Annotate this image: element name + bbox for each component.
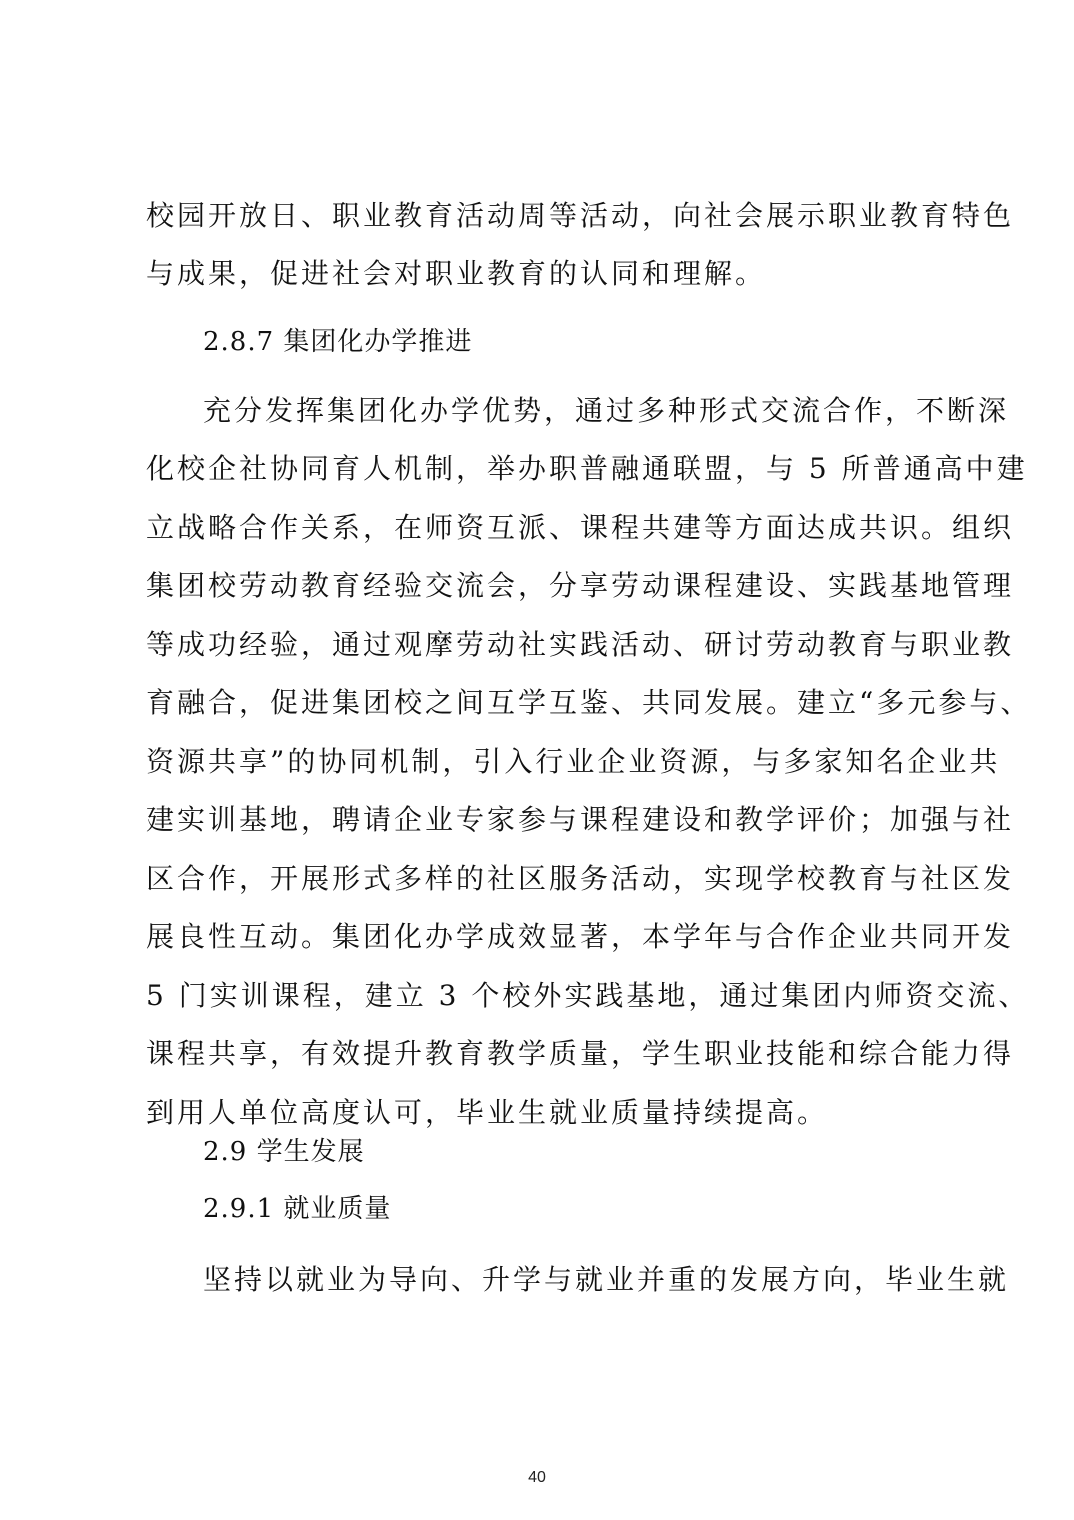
section-heading-2-9-1: 2.9.1 就业质量 [203,1194,392,1224]
paragraph-2-line-8: 建实训基地，聘请企业专家参与课程建设和教学评价；加强与社 [146,803,1015,836]
paragraph-2-line-7: 资源共享”的协同机制，引入行业企业资源，与多家知名企业共 [146,745,1001,778]
paragraph-2-line-4: 集团校劳动教育经验交流会，分享劳动课程建设、实践基地管理 [146,569,1015,602]
paragraph-2-line-1: 充分发挥集团化办学优势，通过多种形式交流合作，不断深 [203,394,1010,427]
paragraph-2-line-5: 等成功经验，通过观摩劳动社实践活动、研讨劳动教育与职业教 [146,628,1015,661]
paragraph-3-line-1: 坚持以就业为导向、升学与就业并重的发展方向，毕业生就 [203,1263,1010,1296]
paragraph-2-line-6: 育融合，促进集团校之间互学互鉴、共同发展。建立“多元参与、 [146,686,1032,719]
paragraph-2-line-11: 5 门实训课程，建立 3 个校外实践基地，通过集团内师资交流、 [146,979,1030,1012]
section-heading-2-8-7: 2.8.7 集团化办学推进 [203,327,473,357]
paragraph-2-line-10: 展良性互动。集团化办学成效显著，本学年与合作企业共同开发 [146,920,1015,953]
paragraph-1-line-1: 校园开放日、职业教育活动周等活动，向社会展示职业教育特色 [146,199,1015,232]
paragraph-2-line-9: 区合作，开展形式多样的社区服务活动，实现学校教育与社区发 [146,862,1015,895]
section-heading-2-9: 2.9 学生发展 [203,1137,365,1167]
page-number: 40 [528,1469,546,1486]
paragraph-2-line-13: 到用人单位高度认可，毕业生就业质量持续提高。 [146,1096,829,1129]
paragraph-1-line-2: 与成果，促进社会对职业教育的认同和理解。 [146,257,767,290]
paragraph-2-line-3: 立战略合作关系，在师资互派、课程共建等方面达成共识。组织 [146,511,1015,544]
paragraph-2-line-2: 化校企社协同育人机制，举办职普融通联盟，与 5 所普通高中建 [146,452,1028,485]
paragraph-2-line-12: 课程共享，有效提升教育教学质量，学生职业技能和综合能力得 [146,1037,1015,1070]
